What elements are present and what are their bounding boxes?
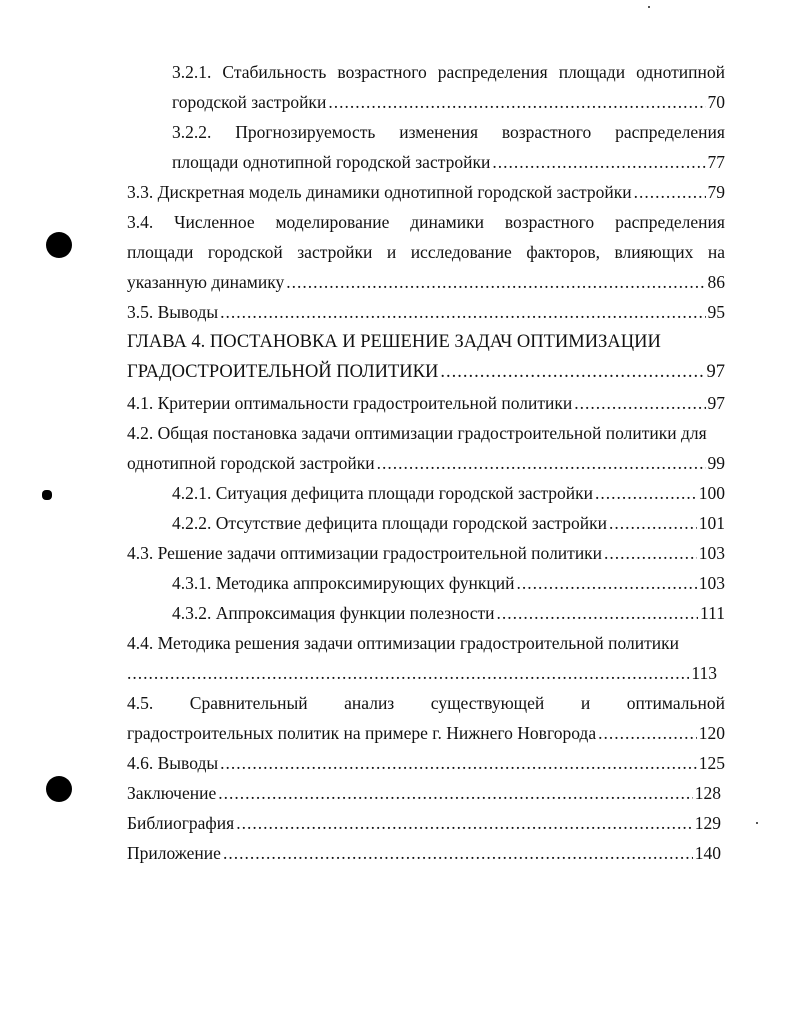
word: застройки: [297, 242, 373, 262]
word: исследование: [410, 242, 512, 262]
toc-page-number: 79: [707, 182, 725, 202]
toc-page-number: 95: [707, 302, 725, 322]
toc-page-number: 128: [694, 783, 721, 803]
word: влияющих: [614, 242, 694, 262]
toc-entry-4-1[interactable]: [127, 392, 725, 414]
dot-leader: [604, 542, 697, 564]
word: возрастного: [501, 122, 592, 142]
toc-entry-4-2-line2[interactable]: [127, 452, 725, 474]
dot-leader: [492, 151, 705, 173]
toc-page-number: 140: [694, 843, 721, 863]
toc-entry-3-2-2-line2[interactable]: [172, 151, 725, 173]
toc-entry-3-2-2-line1: [172, 121, 725, 143]
toc-entry-text: Приложение: [127, 843, 221, 863]
toc-entry-text: Библиография: [127, 813, 235, 833]
toc-entry-4-5-line1: [127, 692, 725, 714]
toc-entry-text: городской застройки: [172, 92, 327, 112]
toc-entry-3-3[interactable]: [127, 181, 725, 203]
toc-page-number: 97: [706, 362, 725, 382]
scan-speck: [756, 822, 758, 824]
dot-leader: [440, 361, 704, 383]
word: 4.5.: [127, 693, 154, 713]
toc-entry-text: 4.2.1. Ситуация дефицита площади городской застройки: [172, 483, 594, 503]
toc-page-number: 99: [707, 453, 725, 473]
toc-entry-4-2-1[interactable]: [172, 482, 725, 504]
toc-entry-text: градостроительных политик на примере г. Нижнего Новгорода: [127, 723, 597, 743]
toc-entry-text: однотипной городской застройки: [127, 453, 375, 473]
toc-entry-text: 4.3. Решение задачи оптимизации градостроительной политики: [127, 543, 603, 563]
toc-entry-text: 4.1. Критерии оптимальности градостроительной политики: [127, 393, 573, 413]
dot-leader: [286, 271, 705, 293]
word: динамики: [410, 212, 484, 232]
toc-entry-4-4-line1: 4.4. Методика решения задачи оптимизации градостроительной политики: [127, 633, 679, 653]
toc-page-number: 100: [698, 483, 725, 503]
toc-page-number: 97: [707, 393, 725, 413]
punch-hole-mark: [46, 776, 72, 802]
word: моделирование: [275, 212, 390, 232]
toc-entry-text: площади однотипной городской застройки: [172, 152, 491, 172]
toc-entry-conclusion[interactable]: [127, 782, 721, 804]
word: оптимальной: [626, 693, 725, 713]
toc-entry-4-4-line2[interactable]: [127, 662, 717, 684]
toc-entry-4-2-line1: 4.2. Общая постановка задачи оптимизации градостроительной политики для: [127, 423, 707, 443]
toc-page-number: 77: [707, 152, 725, 172]
toc-page-number: 103: [698, 543, 725, 563]
toc-chapter-4-line2[interactable]: [127, 361, 725, 383]
word: 3.4.: [127, 212, 154, 232]
toc-chapter-4-line1: ГЛАВА 4. ПОСТАНОВКА И РЕШЕНИЕ ЗАДАЧ ОПТИМИЗАЦИИ: [127, 332, 661, 352]
toc-entry-3-2-1-line1: 3.2.1. Стабильность возрастного распределения площади однотипной: [172, 62, 725, 82]
toc-entry-bibliography[interactable]: [127, 812, 721, 834]
toc-page-number: 103: [698, 573, 725, 593]
dot-leader: [574, 392, 705, 414]
word: распределения: [615, 122, 725, 142]
toc-entry-4-3-2[interactable]: [172, 602, 725, 624]
word: факторов,: [526, 242, 600, 262]
word: Сравнительный: [189, 693, 308, 713]
toc-entry-text: 4.3.2. Аппроксимация функции полезности: [172, 603, 495, 623]
toc-entry-4-6[interactable]: [127, 752, 725, 774]
toc-entry-text: 4.2.2. Отсутствие дефицита площади городской застройки: [172, 513, 607, 533]
word: распределения: [615, 212, 725, 232]
dot-leader: [220, 301, 705, 323]
toc-page-number: 86: [707, 272, 725, 292]
toc-page-number: 125: [698, 753, 725, 773]
dot-leader: [497, 602, 699, 624]
scan-artifact-mark: [42, 490, 52, 500]
dot-leader: [634, 181, 706, 203]
toc-page-number: 113: [691, 663, 717, 683]
toc-entry-4-5-line2[interactable]: [127, 722, 725, 744]
dot-leader: [328, 91, 705, 113]
toc-entry-3-4-line1: [127, 211, 725, 233]
toc-entry-text: указанную динамику: [127, 272, 285, 292]
dot-leader: [127, 662, 689, 684]
toc-entry-text: 4.3.1. Методика аппроксимирующих функций: [172, 573, 515, 593]
word: городской: [207, 242, 283, 262]
toc-page-number: 120: [698, 723, 725, 743]
dot-leader: [598, 722, 697, 744]
toc-entry-text: ГРАДОСТРОИТЕЛЬНОЙ ПОЛИТИКИ: [127, 362, 439, 382]
word: изменения: [399, 122, 479, 142]
toc-entry-3-5[interactable]: [127, 301, 725, 323]
toc-page-number: 129: [694, 813, 721, 833]
word: на: [707, 242, 725, 262]
word: и: [386, 242, 397, 262]
toc-page-number: 111: [700, 603, 725, 623]
toc-page-number: 70: [707, 92, 725, 112]
word: анализ: [344, 693, 395, 713]
dot-leader: [223, 842, 693, 864]
dot-leader: [236, 812, 693, 834]
toc-entry-3-2-1-line2[interactable]: [172, 91, 725, 113]
dot-leader: [517, 572, 697, 594]
word: возрастного: [504, 212, 595, 232]
toc-entry-3-4-line2: [127, 241, 725, 263]
dot-leader: [609, 512, 697, 534]
word: существующей: [430, 693, 545, 713]
dot-leader: [218, 782, 693, 804]
word: Прогнозируемость: [235, 122, 376, 142]
dot-leader: [595, 482, 697, 504]
word: Численное: [174, 212, 255, 232]
toc-entry-4-2-2[interactable]: [172, 512, 725, 534]
punch-hole-mark: [46, 232, 72, 258]
toc-entry-4-3-1[interactable]: [172, 572, 725, 594]
word: и: [580, 693, 591, 713]
toc-entry-text: 3.5. Выводы: [127, 302, 219, 322]
toc-entry-text: 4.6. Выводы: [127, 753, 219, 773]
toc-entry-text: Заключение: [127, 783, 217, 803]
scan-speck: [648, 6, 650, 8]
dot-leader: [377, 452, 706, 474]
toc-entry-appendix[interactable]: [127, 842, 721, 864]
dot-leader: [220, 752, 697, 774]
word: 3.2.2.: [172, 122, 212, 142]
toc-page-number: 101: [698, 513, 725, 533]
toc-entry-3-4-line3[interactable]: [127, 271, 725, 293]
toc-entry-4-3[interactable]: [127, 542, 725, 564]
toc-entry-text: 3.3. Дискретная модель динамики однотипной городской застройки: [127, 182, 632, 202]
word: площади: [127, 242, 194, 262]
